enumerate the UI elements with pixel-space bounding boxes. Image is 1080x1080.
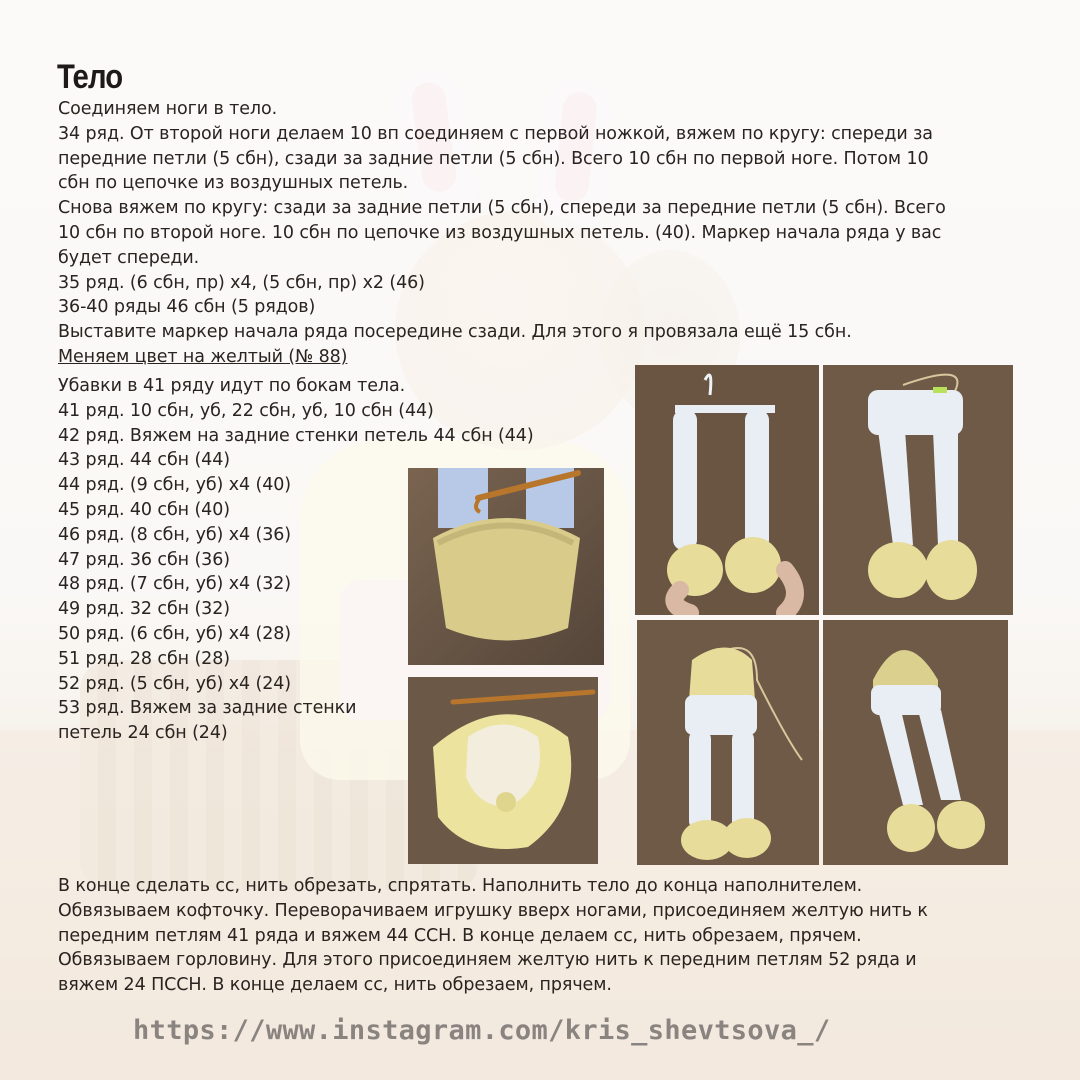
row-line: 49 ряд. 32 сбн (32)	[58, 599, 230, 620]
row-line: 43 ряд. 44 сбн (44)	[58, 450, 230, 471]
text-line: сбн по цепочке из воздушных петель.	[58, 173, 409, 194]
text-line: Выставите маркер начала ряда посередине сзади. Для этого я провязала ещё 15 сбн.	[58, 322, 852, 343]
row-line: 53 ряд. Вяжем за задние стенки	[58, 698, 357, 719]
text-line: передним петлям 41 ряда и вяжем 44 ССН. В конце делаем сс, нить обрезаем, прячем.	[58, 925, 862, 946]
text-line: 36-40 ряды 46 сбн (5 рядов)	[58, 297, 316, 318]
photo-body-finished	[823, 620, 1008, 865]
text-line: будет спереди.	[58, 247, 200, 268]
section-title: Тело	[57, 58, 123, 96]
text-line: Снова вяжем по кругу: сзади за задние петли (5 сбн), спереди за передние петли (5 сбн). Всего	[58, 198, 946, 219]
text-line: передние петли (5 сбн), сзади за задние петли (5 сбн). Всего 10 сбн по первой ноге. Потом 10	[58, 148, 929, 169]
photo-legs-with-body-start	[823, 365, 1013, 615]
row-line: 45 ряд. 40 сбн (40)	[58, 499, 230, 520]
text-line: Обвязываем горловину. Для этого присоединяем желтую нить к передним петлям 52 ряда и	[58, 950, 917, 971]
photo-body-side	[637, 620, 819, 865]
text-line: 34 ряд. От второй ноги делаем 10 вп соединяем с первой ножкой, вяжем по кругу: спереди за	[58, 123, 933, 144]
row-line: 46 ряд. (8 сбн, уб) х4 (36)	[58, 524, 292, 545]
text-line: В конце сделать сс, нить обрезать, спрятать. Наполнить тело до конца наполнителем.	[58, 876, 863, 896]
row-line: петель 24 сбн (24)	[58, 723, 228, 744]
text-line: Обвязываем кофточку. Переворачиваем игрушку вверх ногами, присоединяем желтую нить к	[58, 900, 928, 921]
photo-body-bottom-with-hook	[408, 468, 604, 665]
text-line: 35 ряд. (6 сбн, пр) х4, (5 сбн, пр) х2 (46)	[58, 272, 425, 293]
row-line: 52 ряд. (5 сбн, уб) х4 (24)	[58, 673, 292, 694]
outro-text	[58, 874, 928, 998]
intro-text	[58, 97, 946, 370]
color-change-heading: Меняем цвет на желтый (№ 88)	[58, 346, 348, 367]
row-line: 48 ряд. (7 сбн, уб) х4 (32)	[58, 574, 292, 595]
text-line: Соединяем ноги в тело.	[58, 99, 278, 119]
text-line: 10 сбн по второй ноге. 10 сбн по цепочке из воздушных петель. (40). Маркер начала ряда у вас	[58, 222, 942, 243]
instagram-link[interactable]: https://www.instagram.com/kris_shevtsova_/	[133, 1015, 831, 1046]
row-line: Убавки в 41 ряду идут по бокам тела.	[58, 376, 406, 396]
photo-legs-joined	[635, 365, 819, 615]
row-line: 47 ряд. 36 сбн (36)	[58, 549, 230, 570]
photo-body-bottom-view	[408, 677, 598, 864]
text-line: вяжем 24 ПССН. В конце делаем сс, нить обрезаем, прячем.	[58, 975, 612, 996]
row-line: 51 ряд. 28 сбн (28)	[58, 648, 230, 669]
row-line: 50 ряд. (6 сбн, уб) х4 (28)	[58, 623, 292, 644]
row-line: 41 ряд. 10 сбн, уб, 22 сбн, уб, 10 сбн (44)	[58, 400, 434, 421]
row-line: 42 ряд. Вяжем на задние стенки петель 44 сбн (44)	[58, 425, 534, 446]
row-line: 44 ряд. (9 сбн, уб) х4 (40)	[58, 475, 292, 496]
